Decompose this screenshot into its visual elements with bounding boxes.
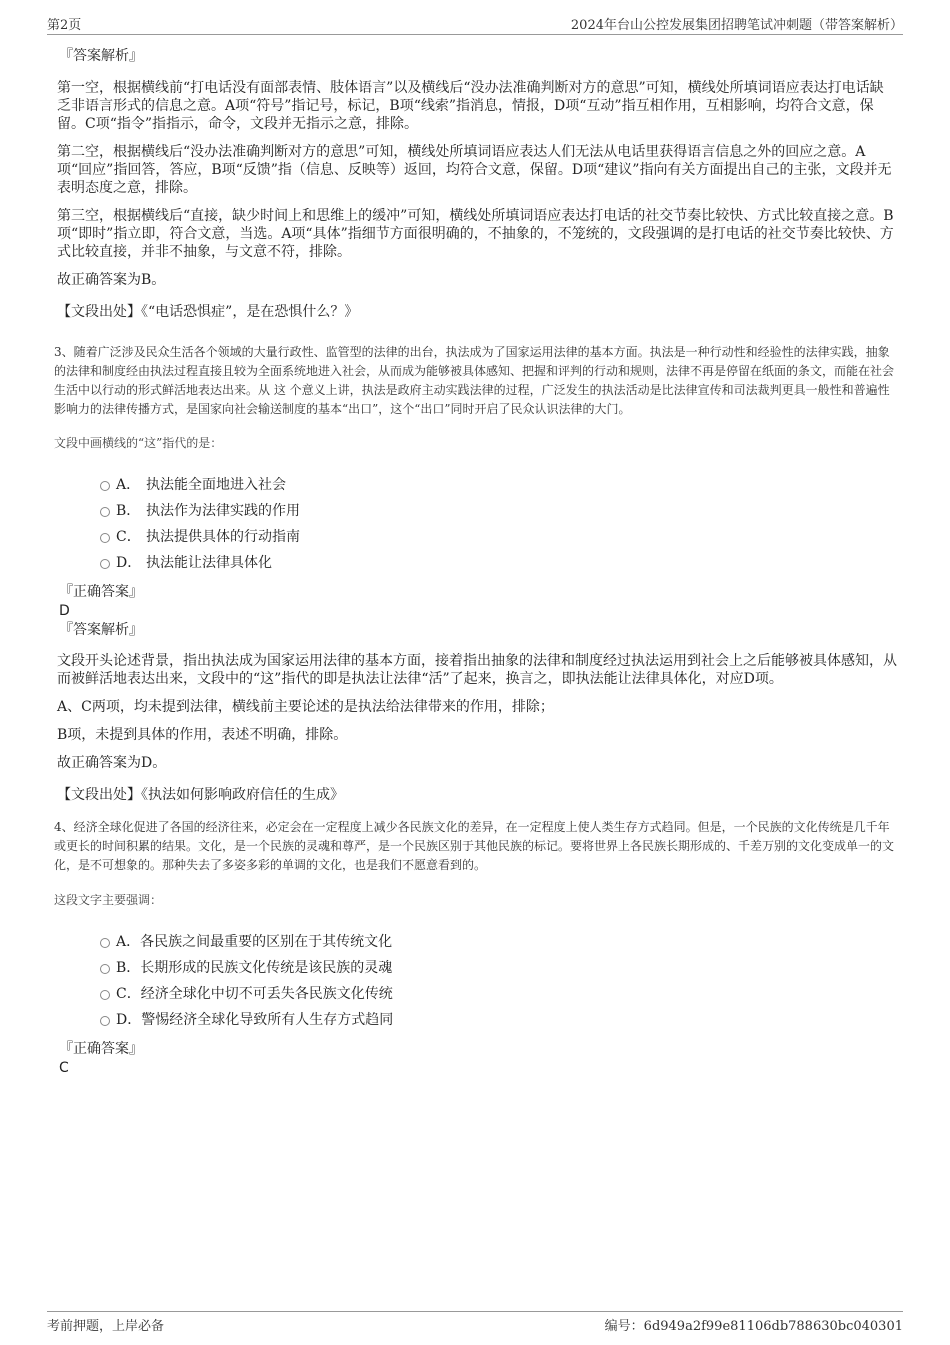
footer-slogan: 考前押题，上岸必备 bbox=[47, 1319, 165, 1334]
radio-button[interactable] bbox=[100, 990, 110, 1000]
q4-correct-answer: C bbox=[59, 1060, 69, 1076]
option-text: 长期形成的民族文化传统是该民族的灵魂 bbox=[140, 960, 393, 976]
q3-option-c[interactable] bbox=[100, 524, 897, 550]
page-number: 第2页 bbox=[47, 18, 82, 33]
q3-option-d[interactable] bbox=[100, 550, 897, 576]
page-footer bbox=[47, 1311, 903, 1334]
option-text: 各民族之间最重要的区别在于其传统文化 bbox=[140, 934, 393, 950]
option-text: 执法能让法律具体化 bbox=[146, 555, 272, 571]
option-letter: B． bbox=[116, 960, 141, 976]
q3-option-a[interactable] bbox=[100, 472, 897, 498]
option-letter: A． bbox=[116, 934, 141, 950]
option-text: 执法作为法律实践的作用 bbox=[146, 503, 300, 519]
q3-stem: 3、随着广泛涉及民众生活各个领域的大量行政性、监管型的法律的出台，执法成为了国家运用法律的基本方面。执法是一种行动性和经验性的法律实践，抽象的法律和制度经由执法过程直接且较为全面系统地进入社会，从而成为能够被具体感知、把握和评判的行动和规则，法律不再是停留在纸面的条文，而能在社会生活中以行动的形式鲜活地表达出来。从 这 个意义上讲，执法是政府主动实践法律的过程，广泛发生的执法活动是比法律宣传和司法裁判更具一般性和普遍性影响力的法律传播方式，是国家向社会输送制度的基本“出口”，这个“出口”同时开启了民众认识法律的大门。 bbox=[54, 345, 895, 416]
q3-prompt: 文段中画横线的“这”指代的是： bbox=[54, 436, 223, 450]
option-letter: D． bbox=[116, 1012, 142, 1028]
q3-conclusion: 故正确答案为D。 bbox=[57, 755, 167, 771]
option-letter: C． bbox=[116, 529, 141, 545]
page-header bbox=[47, 14, 903, 35]
radio-button[interactable] bbox=[100, 481, 110, 491]
option-letter: C． bbox=[116, 986, 141, 1002]
option-text: 执法能全面地进入社会 bbox=[146, 477, 286, 493]
option-text: 执法提供具体的行动指南 bbox=[146, 529, 300, 545]
q2-analysis-paragraph: 第二空，根据横线后“没办法准确判断对方的意思”可知，横线处所填词语应表达人们无法从电话里获得语言信息之外的回应之意。A项“回应”指回答，答应，B项“反馈”指（信息、反映等）返回，均符合文意，保留。D项“建议”指向有关方面提出自己的主张，文段并无表明态度之意，排除。 bbox=[57, 144, 892, 196]
option-text: 警惕经济全球化导致所有人生存方式趋同 bbox=[141, 1012, 394, 1028]
q3-correct-answer: D bbox=[59, 603, 70, 619]
option-text: 经济全球化中切不可丢失各民族文化传统 bbox=[140, 986, 393, 1002]
document-body bbox=[54, 46, 897, 1077]
q3-analysis-paragraph: B项，未提到具体的作用，表述不明确，排除。 bbox=[57, 727, 348, 743]
q2-source: 【文段出处】《“电话恐惧症”，是在恐惧什么？》 bbox=[57, 304, 359, 320]
q2-conclusion: 故正确答案为B。 bbox=[57, 272, 166, 288]
radio-button[interactable] bbox=[100, 507, 110, 517]
option-letter: B． bbox=[116, 503, 141, 519]
q4-prompt: 这段文字主要强调： bbox=[54, 893, 163, 907]
q3-analysis-label: 『答案解析』 bbox=[59, 622, 143, 638]
q4-option-b[interactable] bbox=[100, 955, 897, 981]
radio-button[interactable] bbox=[100, 938, 110, 948]
document-title: 2024年台山公控发展集团招聘笔试冲刺题（带答案解析） bbox=[570, 18, 903, 33]
radio-button[interactable] bbox=[100, 533, 110, 543]
q4-option-c[interactable] bbox=[100, 981, 897, 1007]
q4-correct-label: 『正确答案』 bbox=[59, 1041, 143, 1057]
q4-option-a[interactable] bbox=[100, 929, 897, 955]
q2-analysis-paragraph: 第一空，根据横线前“打电话没有面部表情、肢体语言”以及横线后“没办法准确判断对方的意思”可知，横线处所填词语应表达打电话缺乏非语言形式的信息之意。A项“符号”指记号，标记，B项“线索”指消息，情报，D项“互动”指互相作用，互相影响，均符合文意，保留。C项“指令”指指示，命令，文段并无指示之意，排除。 bbox=[57, 80, 884, 132]
radio-button[interactable] bbox=[100, 1016, 110, 1026]
q3-analysis-paragraph: A、C两项，均未提到法律，横线前主要论述的是执法给法律带来的作用，排除； bbox=[57, 699, 554, 715]
q4-option-d[interactable] bbox=[100, 1007, 897, 1033]
q3-analysis-paragraph: 文段开头论述背景，指出执法成为国家运用法律的基本方面，接着指出抽象的法律和制度经过执法运用到社会上之后能够被具体感知，从而被鲜活地表达出来，文段中的“这”指代的即是执法让法律“活”了起来，换言之，即执法能让法律具体化，对应D项。 bbox=[57, 653, 897, 687]
q2-analysis-paragraph: 第三空，根据横线后“直接，缺少时间上和思维上的缓冲”可知，横线处所填词语应表达打电话的社交节奏比较快、方式比较直接之意。B项“即时”指立即，符合文意，当选。A项“具体”指细节方面很明确的，不抽象的，不笼统的，文段强调的是打电话的社交节奏比较快、方式比较直接，并非不抽象，与文意不符，排除。 bbox=[57, 208, 894, 260]
q3-source: 【文段出处】《执法如何影响政府信任的生成》 bbox=[57, 787, 344, 803]
radio-button[interactable] bbox=[100, 559, 110, 569]
radio-button[interactable] bbox=[100, 964, 110, 974]
q2-analysis-label: 『答案解析』 bbox=[59, 48, 143, 64]
option-letter: A． bbox=[116, 477, 141, 493]
option-letter: D． bbox=[116, 555, 142, 571]
q3-option-b[interactable] bbox=[100, 498, 897, 524]
document-id: 编号：6d949a2f99e81106db788630bc040301 bbox=[604, 1319, 903, 1334]
q4-stem: 4、经济全球化促进了各国的经济往来，必定会在一定程度上减少各民族文化的差异，在一定程度上使人类生存方式趋同。但是，一个民族的文化传统是几千年或更长的时间积累的结果。文化，是一个民族的灵魂和尊严，是一个民族区别于其他民族的标记。要将世界上各民族长期形成的、千差万别的文化变成单一的文化，是不可想象的。那种失去了多姿多彩的单调的文化，也是我们不愿意看到的。 bbox=[54, 820, 895, 872]
q3-correct-label: 『正确答案』 bbox=[59, 584, 143, 600]
